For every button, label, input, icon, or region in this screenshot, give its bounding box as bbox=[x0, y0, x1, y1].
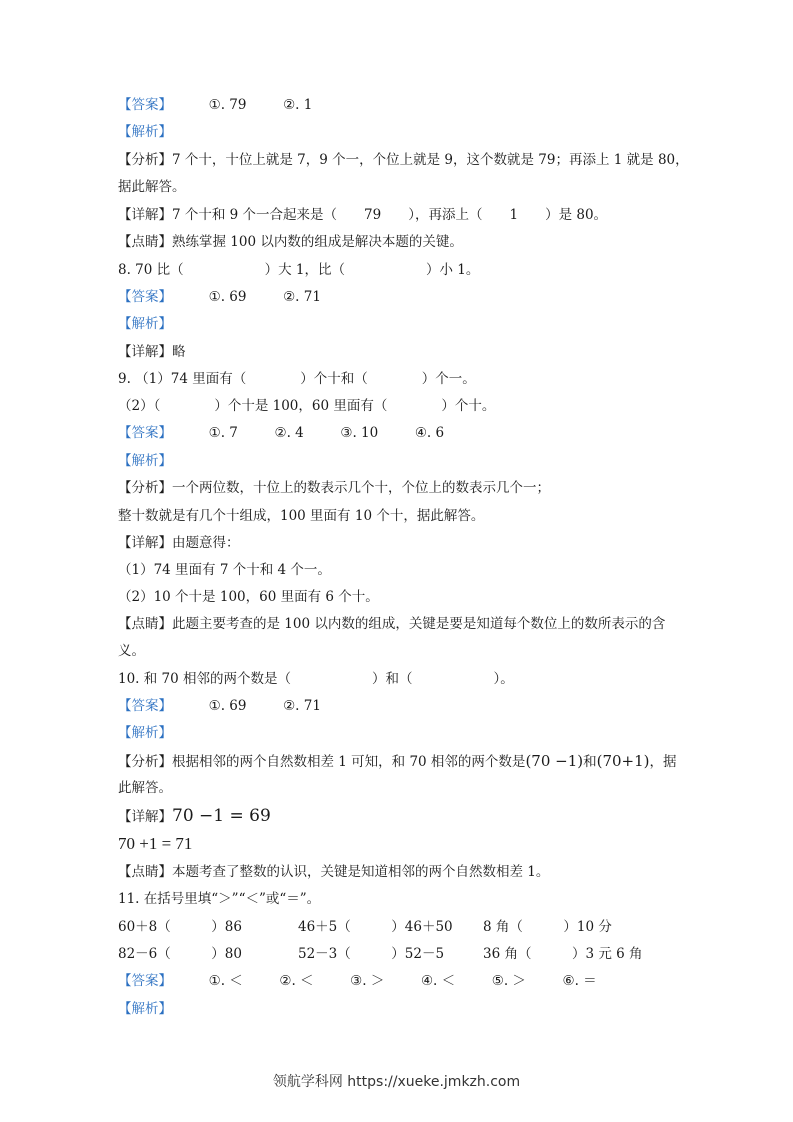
answer-item: ②. 1 bbox=[283, 97, 313, 113]
analysis-tag: 【解析】 bbox=[118, 725, 172, 741]
fenxi-line bbox=[118, 752, 677, 771]
xiangjie-text: 7 个十和 9 个一合起来是（ 79 ），再添上（ 1 ）是 80。 bbox=[172, 207, 608, 223]
fenxi-tag: 【分析】 bbox=[118, 480, 172, 496]
answer-item: ①. 69 bbox=[208, 289, 247, 305]
answer-item: ②. 71 bbox=[283, 289, 321, 305]
dianjing-line bbox=[118, 615, 665, 633]
fenxi-text-cont: 据此解答。 bbox=[118, 179, 186, 195]
fenxi-line bbox=[118, 151, 689, 169]
analysis-tag: 【解析】 bbox=[118, 316, 172, 332]
question-10: 10. 和 70 相邻的两个数是（ ）和（ ）。 bbox=[118, 671, 514, 687]
comparison-row bbox=[118, 945, 643, 963]
answer-item: ⑤. ＞ bbox=[491, 973, 526, 989]
question-11: 11. 在括号里填“＞”“＜”或“＝”。 bbox=[118, 891, 321, 907]
fenxi-text: 一个两位数，十位上的数表示几个十，个位上的数表示几个一； bbox=[172, 480, 550, 496]
answer-item: ⑥. ＝ bbox=[562, 973, 597, 989]
math-equation: 70 −1 = 69 bbox=[172, 806, 271, 826]
dianjing-text: 此题主要考查的是 100 以内数的组成，关键是要是知道每个数位上的数所表示的含 bbox=[172, 616, 666, 632]
fenxi-text: 和 bbox=[583, 754, 597, 770]
math-expression: (70 −1) bbox=[525, 752, 584, 770]
answer-tag: 【答案】 bbox=[118, 289, 172, 305]
answer-tag: 【答案】 bbox=[118, 698, 172, 714]
xiangjie-tag: 【详解】 bbox=[118, 344, 172, 360]
xiangjie-text-cont: （1）74 里面有 7 个十和 4 个一。 bbox=[118, 562, 331, 578]
answer-item: ③. 10 bbox=[340, 425, 379, 441]
fenxi-line bbox=[118, 479, 550, 497]
answer-row-10 bbox=[118, 697, 321, 715]
answer-item: ②. ＜ bbox=[279, 973, 314, 989]
answer-item: ②. 4 bbox=[274, 425, 304, 441]
fenxi-text-cont: 此解答。 bbox=[118, 780, 172, 796]
xiangjie-tag: 【详解】 bbox=[118, 809, 172, 825]
answer-row-9 bbox=[118, 424, 444, 442]
fenxi-tag: 【分析】 bbox=[118, 152, 172, 168]
math-expression: (70+1) bbox=[596, 752, 650, 770]
answer-tag: 【答案】 bbox=[118, 973, 172, 989]
xiangjie-tag: 【详解】 bbox=[118, 207, 172, 223]
xiangjie-line bbox=[118, 534, 240, 552]
analysis-tag: 【解析】 bbox=[118, 453, 172, 469]
answer-row-8 bbox=[118, 288, 321, 306]
fenxi-text: 7 个十，十位上就是 7，9 个一，个位上就是 9，这个数就是 79；再添上 1 就是 80， bbox=[172, 152, 689, 168]
xiangjie-line bbox=[118, 343, 186, 361]
xiangjie-text: 由题意得： bbox=[172, 535, 240, 551]
answer-row-11 bbox=[118, 972, 597, 990]
question-9-part1: 9. （1）74 里面有（ ）个十和（ ）个一。 bbox=[118, 371, 476, 387]
question-8: 8. 70 比（ ）大 1，比（ ）小 1。 bbox=[118, 262, 480, 278]
comparison-item: 52－3（ ）52－5 bbox=[298, 946, 445, 962]
dianjing-line bbox=[118, 863, 549, 881]
comparison-row bbox=[118, 918, 612, 936]
math-equation: 70 +1 = 71 bbox=[118, 834, 193, 853]
comparison-item: 8 角（ ）10 分 bbox=[483, 919, 612, 935]
dianjing-tag: 【点睛】 bbox=[118, 234, 172, 250]
xiangjie-line bbox=[118, 807, 271, 826]
analysis-tag: 【解析】 bbox=[118, 1001, 172, 1017]
answer-item: ④. ＜ bbox=[420, 973, 456, 989]
dianjing-line bbox=[118, 233, 463, 251]
answer-item: ①. ＜ bbox=[208, 973, 243, 989]
dianjing-text: 熟练掌握 100 以内数的组成是解决本题的关键。 bbox=[172, 234, 463, 250]
comparison-item: 60＋8（ ）86 bbox=[118, 919, 242, 935]
answer-tag: 【答案】 bbox=[118, 97, 172, 113]
answer-row-7 bbox=[118, 96, 312, 114]
answer-item: ③. ＞ bbox=[350, 973, 385, 989]
answer-item: ④. 6 bbox=[414, 425, 445, 441]
answer-tag: 【答案】 bbox=[118, 425, 172, 441]
fenxi-text-cont: 整十数就是有几个十组成，100 里面有 10 个十，据此解答。 bbox=[118, 508, 485, 524]
xiangjie-line bbox=[118, 206, 607, 224]
comparison-item: 46＋5（ ）46＋50 bbox=[298, 919, 453, 935]
analysis-tag: 【解析】 bbox=[118, 124, 172, 140]
fenxi-tag: 【分析】 bbox=[118, 754, 172, 770]
question-9-part2: （2）（ ）个十是 100，60 里面有（ ）个十。 bbox=[118, 398, 496, 414]
dianjing-tag: 【点睛】 bbox=[118, 864, 172, 880]
dianjing-text: 本题考查了整数的认识，关键是知道相邻的两个自然数相差 1。 bbox=[172, 864, 550, 880]
answer-item: ①. 7 bbox=[208, 425, 238, 441]
answer-item: ②. 71 bbox=[283, 698, 321, 714]
comparison-item: 36 角（ ）3 元 6 角 bbox=[483, 946, 643, 962]
xiangjie-text-cont: （2）10 个十是 100，60 里面有 6 个十。 bbox=[118, 589, 379, 605]
xiangjie-text: 略 bbox=[172, 344, 186, 360]
answer-item: ①. 69 bbox=[208, 698, 247, 714]
xiangjie-tag: 【详解】 bbox=[118, 535, 172, 551]
answer-item: ①. 79 bbox=[208, 97, 247, 113]
comparison-item: 82－6（ ）80 bbox=[118, 946, 242, 962]
dianjing-text-cont: 义。 bbox=[118, 643, 145, 659]
page-footer-watermark: 领航学科网 https://xueke.jmkzh.com bbox=[272, 1074, 521, 1090]
dianjing-tag: 【点睛】 bbox=[118, 616, 172, 632]
fenxi-text: 根据相邻的两个自然数相差 1 可知，和 70 相邻的两个数是 bbox=[172, 754, 526, 770]
fenxi-text: ，据 bbox=[649, 754, 677, 770]
